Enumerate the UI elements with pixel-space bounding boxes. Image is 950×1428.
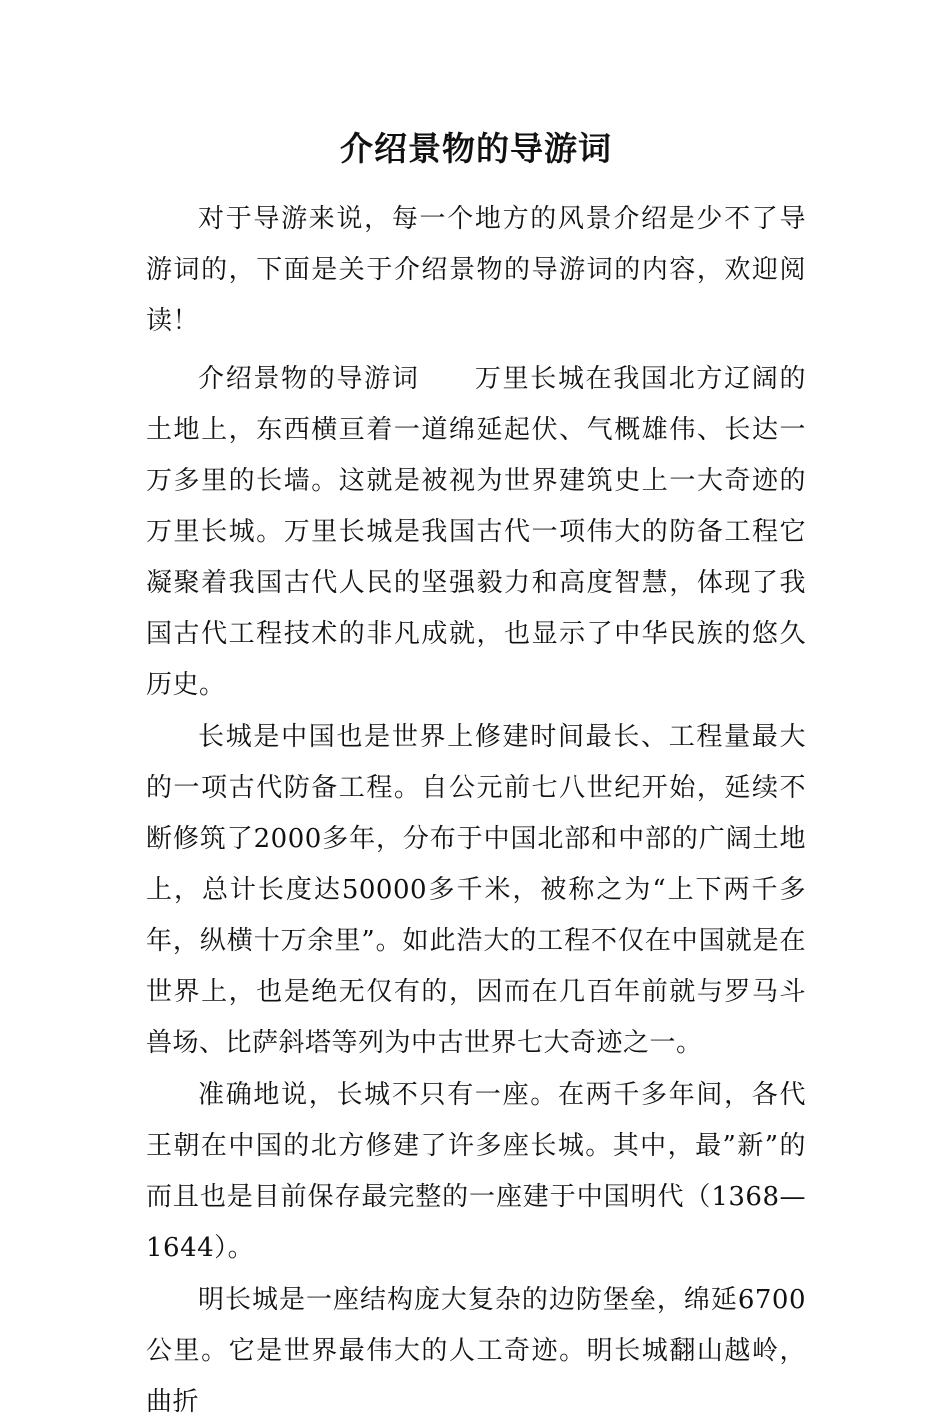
document-title: 介绍景物的导游词: [340, 129, 612, 168]
document-page: [146, 118, 806, 1428]
paragraph-great-wall-history: 长城是中国也是世界上修建时间最长、工程量最大的一项古代防备工程。自公元前七八世纪开始，延续不断修筑了2000多年，分布于中国北部和中部的广阔土地上，总计长度达50000多千米，被称之为“上下两千多年，纵横十万余里”。如此浩大的工程不仅在中国就是在世界上，也是绝无仅有的，因而在几百年前就与罗马斗兽场、比萨斜塔等列为中古世界七大奇迹之一。: [146, 722, 806, 1058]
paragraph-ming-dynasty-wall: 准确地说，长城不只有一座。在两千多年间，各代王朝在中国的北方修建了许多座长城。其中，最”新”的而且也是目前保存最完整的一座建于中国明代（1368—1644）。: [146, 1080, 806, 1263]
paragraph-intro: 对于导游来说，每一个地方的风景介绍是少不了导游词的，下面是关于介绍景物的导游词的内容，欢迎阅读！: [146, 204, 806, 336]
paragraph-ming-wall-structure: 明长城是一座结构庞大复杂的边防堡垒，绵延6700公里。它是世界最伟大的人工奇迹。明长城翻山越岭，曲折: [146, 1285, 806, 1417]
paragraph-great-wall-overview: 介绍景物的导游词 万里长城在我国北方辽阔的土地上，东西横亘着一道绵延起伏、气概雄伟、长达一万多里的长墙。这就是被视为世界建筑史上一大奇迹的万里长城。万里长城是我国古代一项伟大的防备工程它凝聚着我国古代人民的坚强毅力和高度智慧，体现了我国古代工程技术的非凡成就，也显示了中华民族的悠久历史。: [146, 364, 806, 700]
